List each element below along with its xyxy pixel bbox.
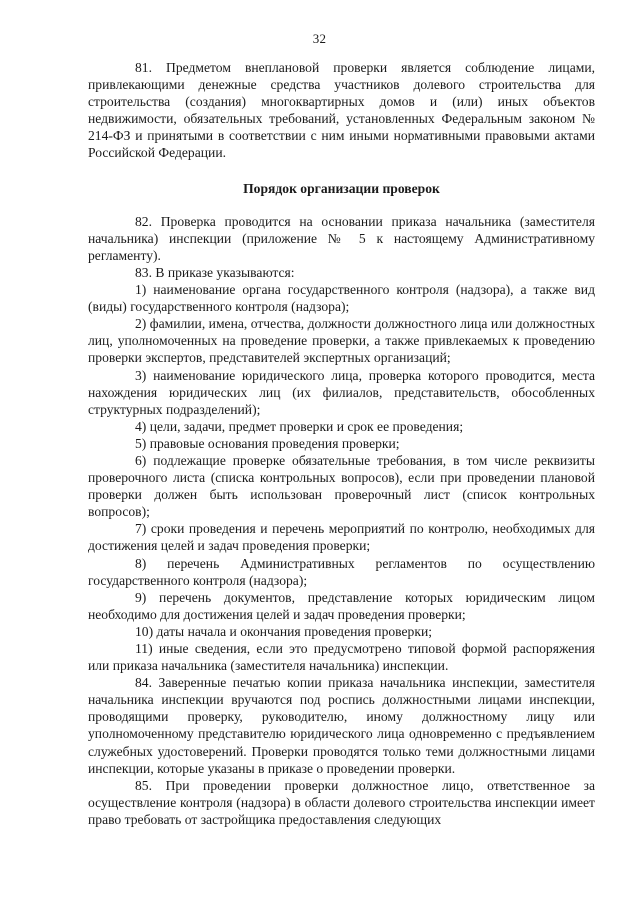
list-item-3: 3) наименование юридического лица, проверка которого проводится, места нахождения юридических лиц (их филиалов, представительств, обособленных структурных подразделений); [88,367,595,417]
section-heading: Порядок организации проверок [243,180,440,196]
list-item-2: 2) фамилии, имена, отчества, должности должностного лица или должностных лиц, уполномоченных на проведение проверки, а также привлекаемых к проведению проверки экспертов, представителей экспертных организаций; [88,316,595,366]
list-item-4: 4) цели, задачи, предмет проверки и срок ее проведения; [135,418,464,434]
paragraph-82: 82. Проверка проводится на основании приказа начальника (заместителя начальника) инспекции (приложение № 5 к настоящему Административному регламенту). [88,213,595,263]
paragraph-84: 84. Заверенные печатью копии приказа начальника инспекции, заместителя начальника инспекции вручаются под роспись должностными лицами инспекции, проводящими проверку, руководителю, иному должностному лицу или уполномоченному представителю юридического лица одновременно с предъявлением служебных удостоверений. Проверки проводятся только теми должностными лицами инспекции, которые указаны в приказе о проведении проверки. [88,675,595,776]
list-item-1: 1) наименование органа государственного контроля (надзора), а также вид (виды) государственного контроля (надзора); [88,282,595,315]
list-item-7: 7) сроки проведения и перечень мероприятий по контролю, необходимых для достижения целей и задач проведения проверки; [88,521,595,554]
document-body [88,59,595,828]
list-item-6: 6) подлежащие проверке обязательные требования, в том числе реквизиты проверочного листа (списка контрольных вопросов), если при проведении плановой проверки должен быть использован проверочный лист (список контрольных вопросов); [88,452,595,520]
list-item-11: 11) иные сведения, если это предусмотрено типовой формой распоряжения или приказа начальника (заместителя начальника) инспекции. [88,641,595,674]
paragraph-81: 81. Предметом внеплановой проверки является соблюдение лицами, привлекающими денежные средства участников долевого строительства для строительства (создания) многоквартирных домов и (или) иных объектов недвижимости, обязательных требований, установленных Федеральным законом № 214-ФЗ и принятыми в соответствии с ним иными нормативными правовыми актами Российской Федерации. [88,60,595,161]
paragraph-85: 85. При проведении проверки должностное лицо, ответственное за осуществление контроля (надзора) в области долевого строительства инспекции имеет право требовать от застройщика предоставления следующих [88,777,595,827]
list-item-5: 5) правовые основания проведения проверки; [135,435,400,451]
list-item-10: 10) даты начала и окончания проведения проверки; [135,623,432,639]
page-number: 32 [312,31,327,46]
paragraph-83: 83. В приказе указываются: [135,264,295,280]
list-item-8: 8) перечень Административных регламентов по осуществлению государственного контроля (надзора); [88,555,595,588]
list-item-9: 9) перечень документов, представление которых юридическим лицом необходимо для достижения целей и задач проведения проверки; [88,589,595,622]
